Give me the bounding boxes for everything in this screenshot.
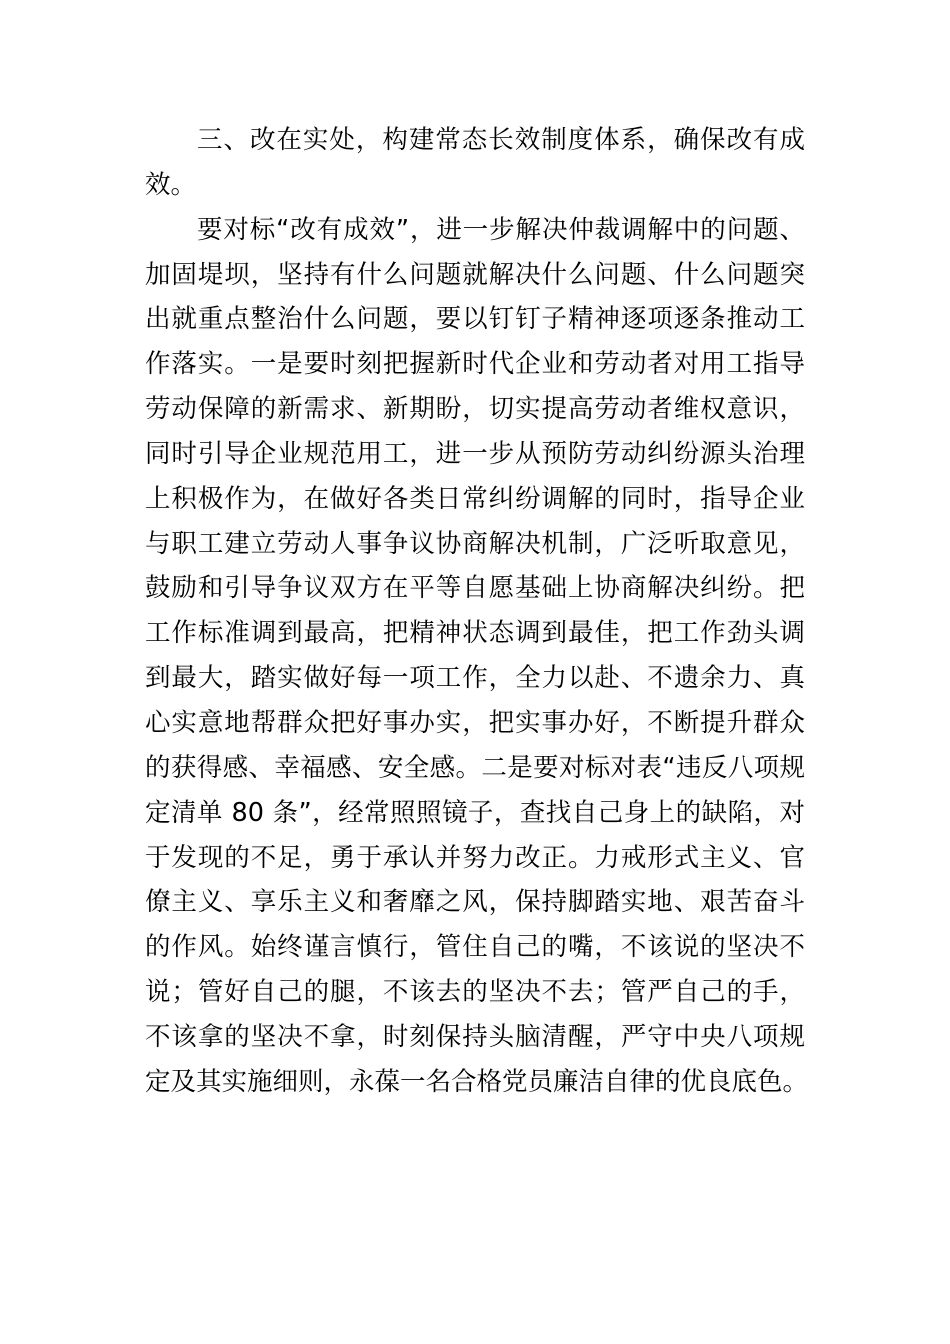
text-line: 心实意地帮群众把好事办实，把实事办好，不断提升群众 xyxy=(145,707,805,738)
text-line: 到最大，踏实做好每一项工作，全力以赴、不遗余力、真 xyxy=(145,663,805,694)
text-line: 定及其实施细则，永葆一名合格党员廉洁自律的优良底色。 xyxy=(145,1066,809,1097)
text-line: 作落实。一是要时刻把握新时代企业和劳动者对用工指导 xyxy=(145,349,805,380)
text-line: 劳动保障的新需求、新期盼，切实提高劳动者维权意识， xyxy=(145,394,805,425)
text-line: 工作标准调到最高，把精神状态调到最佳，把工作劲头调 xyxy=(145,618,805,649)
document-page xyxy=(145,118,809,1105)
text-line: 加固堤坝，坚持有什么问题就解决什么问题、什么问题突 xyxy=(145,259,805,290)
text-line: 的获得感、幸福感、安全感。二是要对标对表“违反八项规 xyxy=(145,752,805,783)
text-line: 说；管好自己的腿，不该去的坚决不去；管严自己的手， xyxy=(145,977,805,1008)
text-line: 僚主义、享乐主义和奢靡之风，保持脚踏实地、艰苦奋斗 xyxy=(145,887,805,918)
text-line: 同时引导企业规范用工，进一步从预防劳动纠纷源头治理 xyxy=(145,438,805,469)
text-line: 三、改在实处，构建常态长效制度体系，确保改有成 xyxy=(197,125,805,155)
text-line: 效。 xyxy=(145,169,197,200)
text-line: 定清单 80 条”，经常照照镜子，查找自己身上的缺陷，对 xyxy=(145,797,805,828)
text-line: 不该拿的坚决不拿，时刻保持头脑清醒，严守中央八项规 xyxy=(145,1021,805,1052)
text-line: 出就重点整治什么问题，要以钉钉子精神逐项逐条推动工 xyxy=(145,304,805,335)
text-line: 鼓励和引导争议双方在平等自愿基础上协商解决纠纷。把 xyxy=(145,573,805,604)
text-line: 要对标“改有成效”，进一步解决仲裁调解中的问题、 xyxy=(197,214,805,245)
text-line: 于发现的不足，勇于承认并努力改正。力戒形式主义、官 xyxy=(145,842,805,873)
body-paragraph xyxy=(145,208,809,1105)
text-line: 与职工建立劳动人事争议协商解决机制，广泛听取意见， xyxy=(145,528,805,559)
text-line: 上积极作为，在做好各类日常纠纷调解的同时，指导企业 xyxy=(145,483,805,514)
text-line: 的作风。始终谨言慎行，管住自己的嘴，不该说的坚决不 xyxy=(145,932,805,963)
section-heading xyxy=(145,118,805,208)
